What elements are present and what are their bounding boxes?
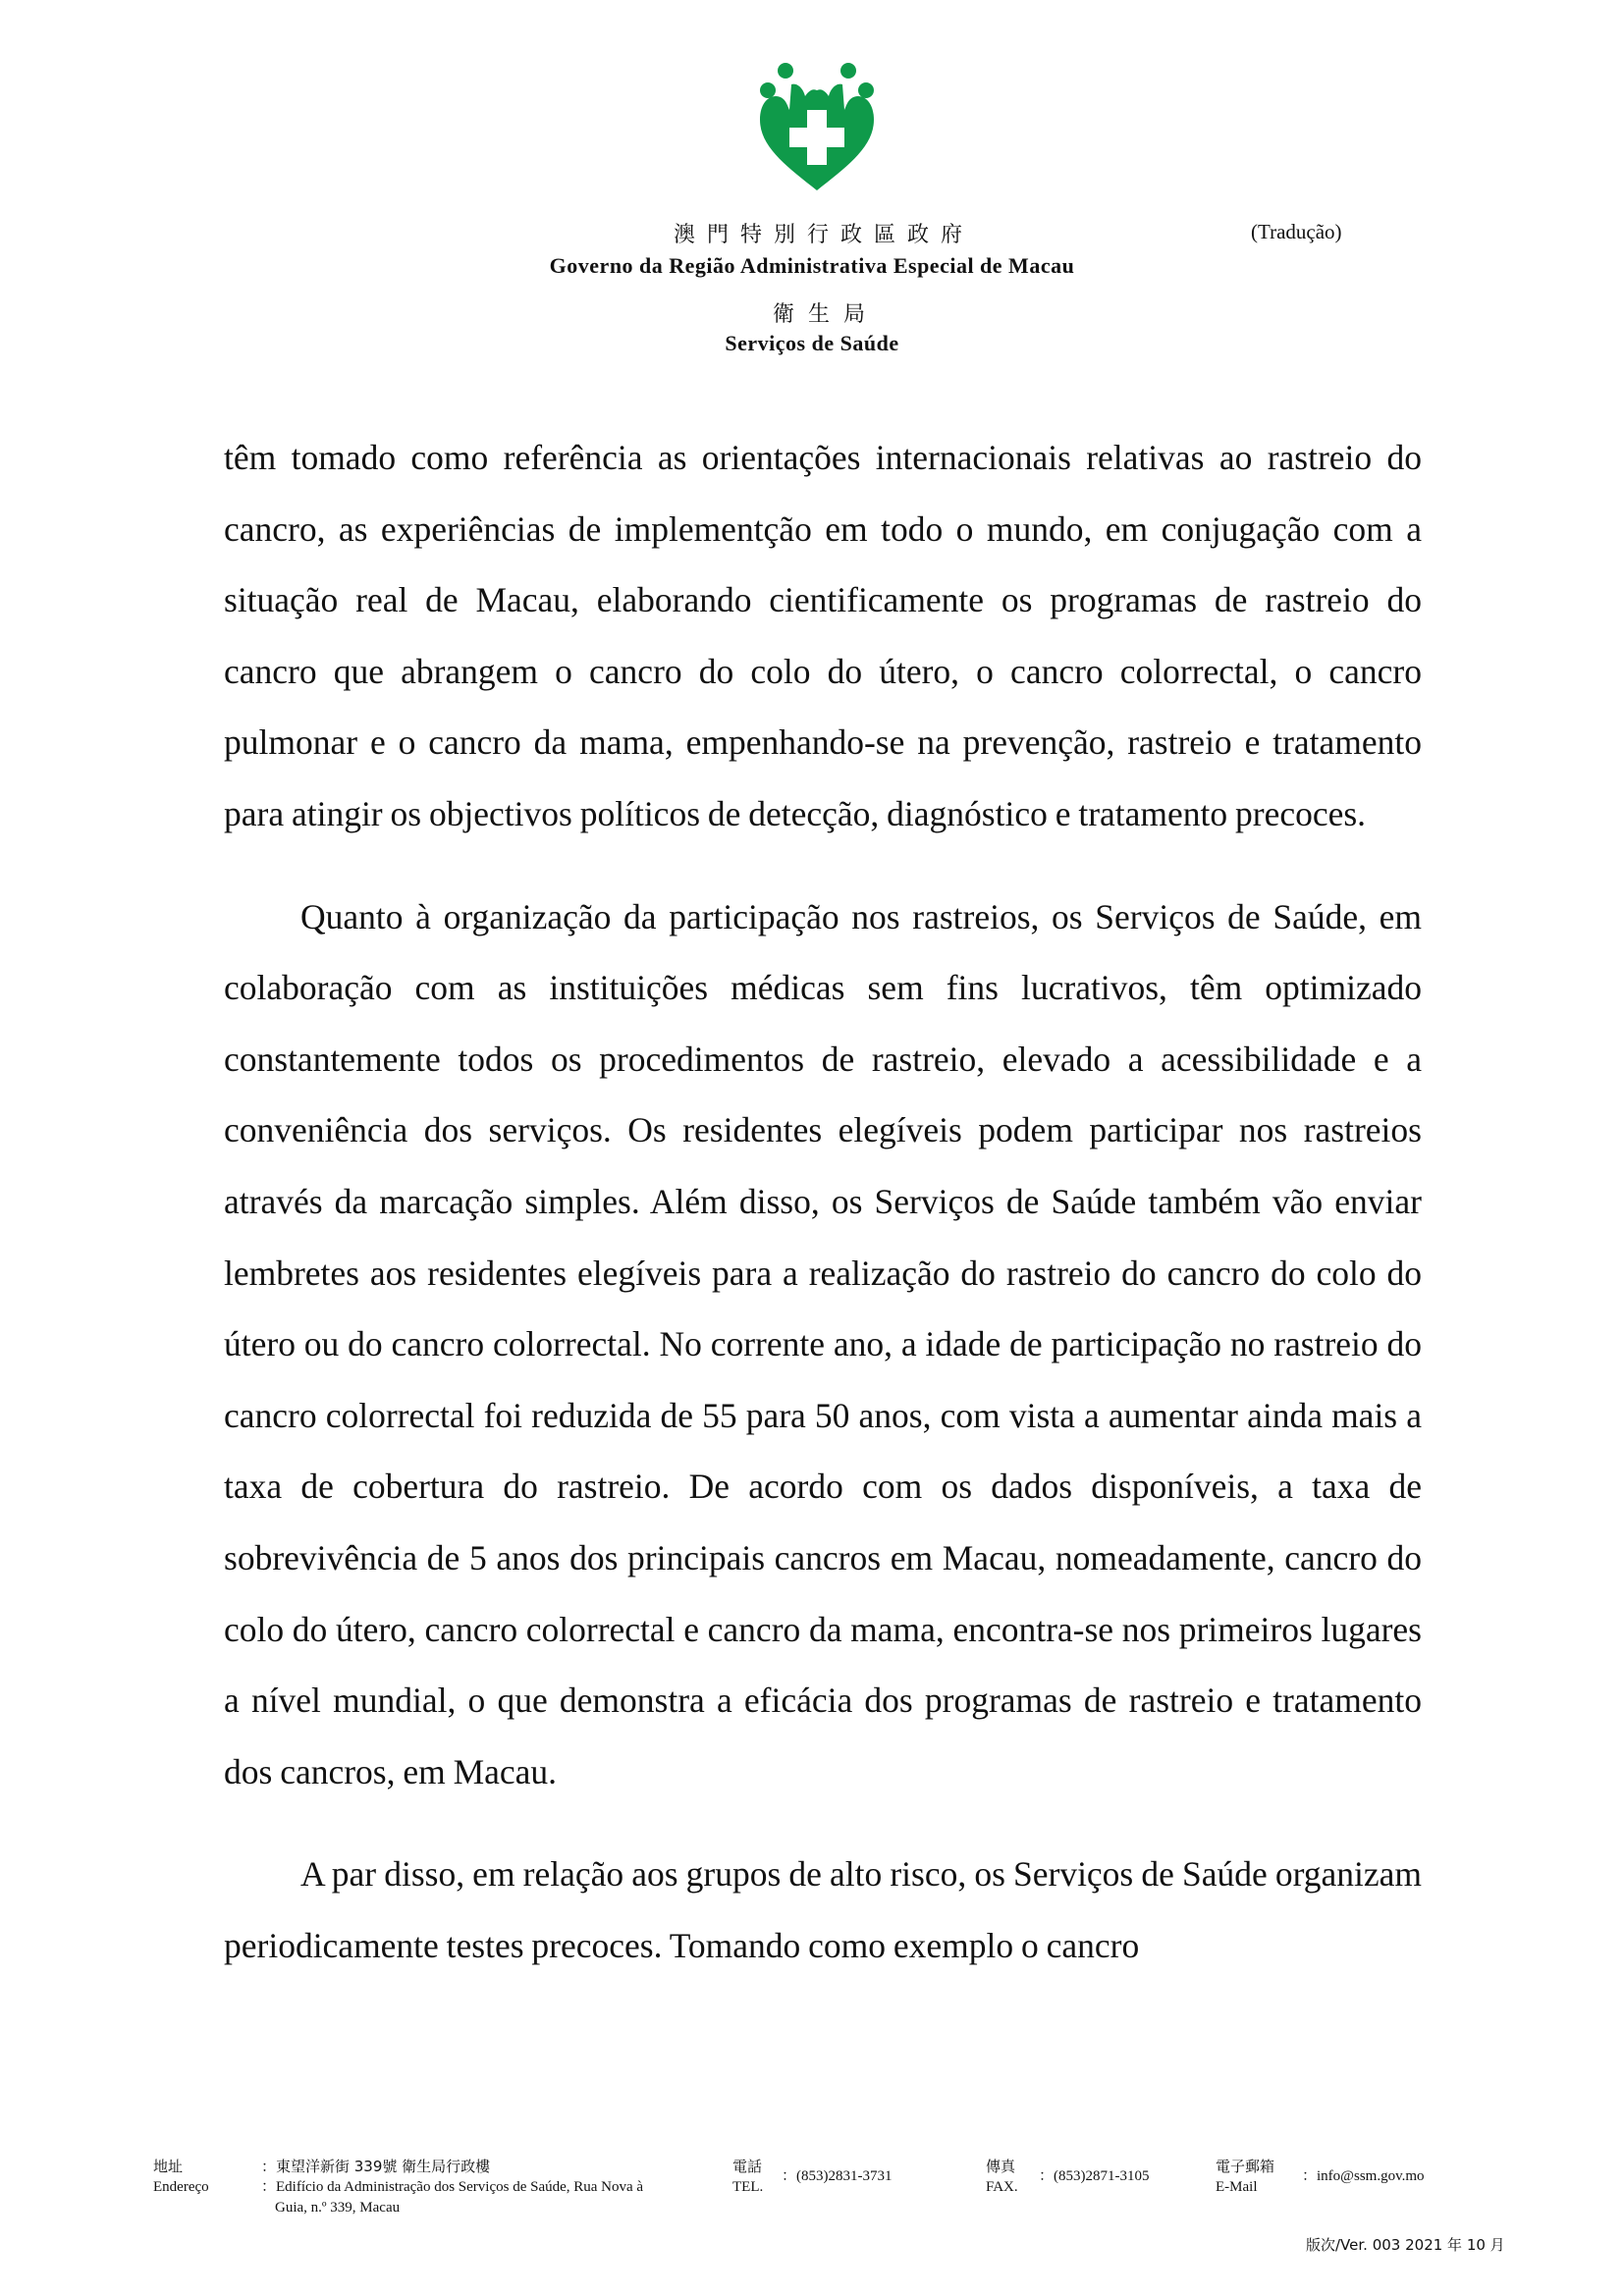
tel-label — [732, 2157, 763, 2198]
address-cn: ：東望洋新街 339號 衛生局行政樓 — [261, 2158, 491, 2175]
fax-label-pt: FAX. — [986, 2179, 1018, 2195]
address-label-cn: 地址 — [153, 2158, 184, 2175]
dept-name-chinese: 衛生局 — [772, 302, 879, 327]
email-value[interactable]: ：info@ssm.gov.mo — [1302, 2168, 1425, 2184]
paragraph: A par disso, em relação aos grupos de alto risco, os Serviços de Saúde organizam periodicamente testes precoces. Tomando como exemplo o cancro — [224, 1854, 1422, 1965]
address-value — [261, 2157, 643, 2218]
fax-label — [986, 2157, 1018, 2198]
dept-name-portuguese: Serviços de Saúde — [725, 331, 899, 355]
translation-note: (Tradução) — [1251, 220, 1342, 243]
paragraph: Quanto à organização da participação nos rastreios, os Serviços de Saúde, em colaboração com as instituições médicas sem fins lucrativos, têm optimizado constantemente todos os procedimentos de rastreio, elevado a acessibilidade e a conveniência dos serviços. Os residentes elegíveis podem participar nos rastreios através da marcação simples. Além disso, os Serviços de Saúde também vão enviar lembretes aos residentes elegíveis para a realização do rastreio do cancro do colo do útero ou do cancro colorrectal. No corrente ano, a idade de participação no rastreio do cancro colorrectal foi reduzida de 55 para 50 anos, com vista a aumentar ainda mais a taxa de cobertura do rastreio. De acordo com os dados disponíveis, a taxa de sobrevivência de 5 anos dos principais cancros em Macau, nomeadamente, cancro do colo do útero, cancro colorrectal e cancro da mama, encontra-se nos primeiros lugares a nível mundial, o que demonstra a eficácia dos programas de rastreio e tratamento dos cancros, em Macau. — [224, 896, 1422, 1791]
tel-label-cn: 電話 — [732, 2158, 763, 2175]
health-bureau-logo-icon — [758, 61, 876, 193]
email-label — [1216, 2157, 1274, 2198]
email-label-pt: E-Mail — [1216, 2179, 1258, 2195]
version-info: 版次/Ver. 003 2021 年 10 月 — [1306, 2236, 1505, 2254]
document-body — [224, 422, 1422, 2012]
org-name-chinese: 澳門特別行政區政府 — [673, 223, 974, 247]
tel-value: ：(853)2831-3731 — [782, 2168, 893, 2184]
page-footer — [0, 2155, 1624, 2296]
fax-value: ：(853)2871-3105 — [1039, 2168, 1150, 2184]
paragraph: têm tomado como referência as orientações internacionais relativas ao rastreio do cancro, as experiências de implementção em todo o mundo, em conjugação com a situação real de Macau, elaborando cientificamente os programas de rastreio do cancro que abrangem o cancro do colo do útero, o cancro colorrectal, o cancro pulmonar e o cancro da mama, empenhando-se na prevenção, rastreio e tratamento para atingir os objectivos políticos de detecção, diagnóstico e tratamento precoces. — [224, 438, 1422, 833]
address-label-pt: Endereço — [153, 2179, 209, 2195]
fax-label-cn: 傳真 — [986, 2158, 1016, 2175]
email-label-cn: 電子郵箱 — [1216, 2158, 1275, 2175]
tel-label-pt: TEL. — [732, 2179, 764, 2195]
address-label — [153, 2157, 209, 2198]
address-pt-line2: Guia, n.º 339, Macau — [275, 2200, 401, 2216]
address-pt-line1: ：Edifício da Administração dos Serviços de Saúde, Rua Nova à — [261, 2179, 644, 2195]
org-name-portuguese: Governo da Região Administrativa Especial de Macau — [549, 253, 1075, 278]
